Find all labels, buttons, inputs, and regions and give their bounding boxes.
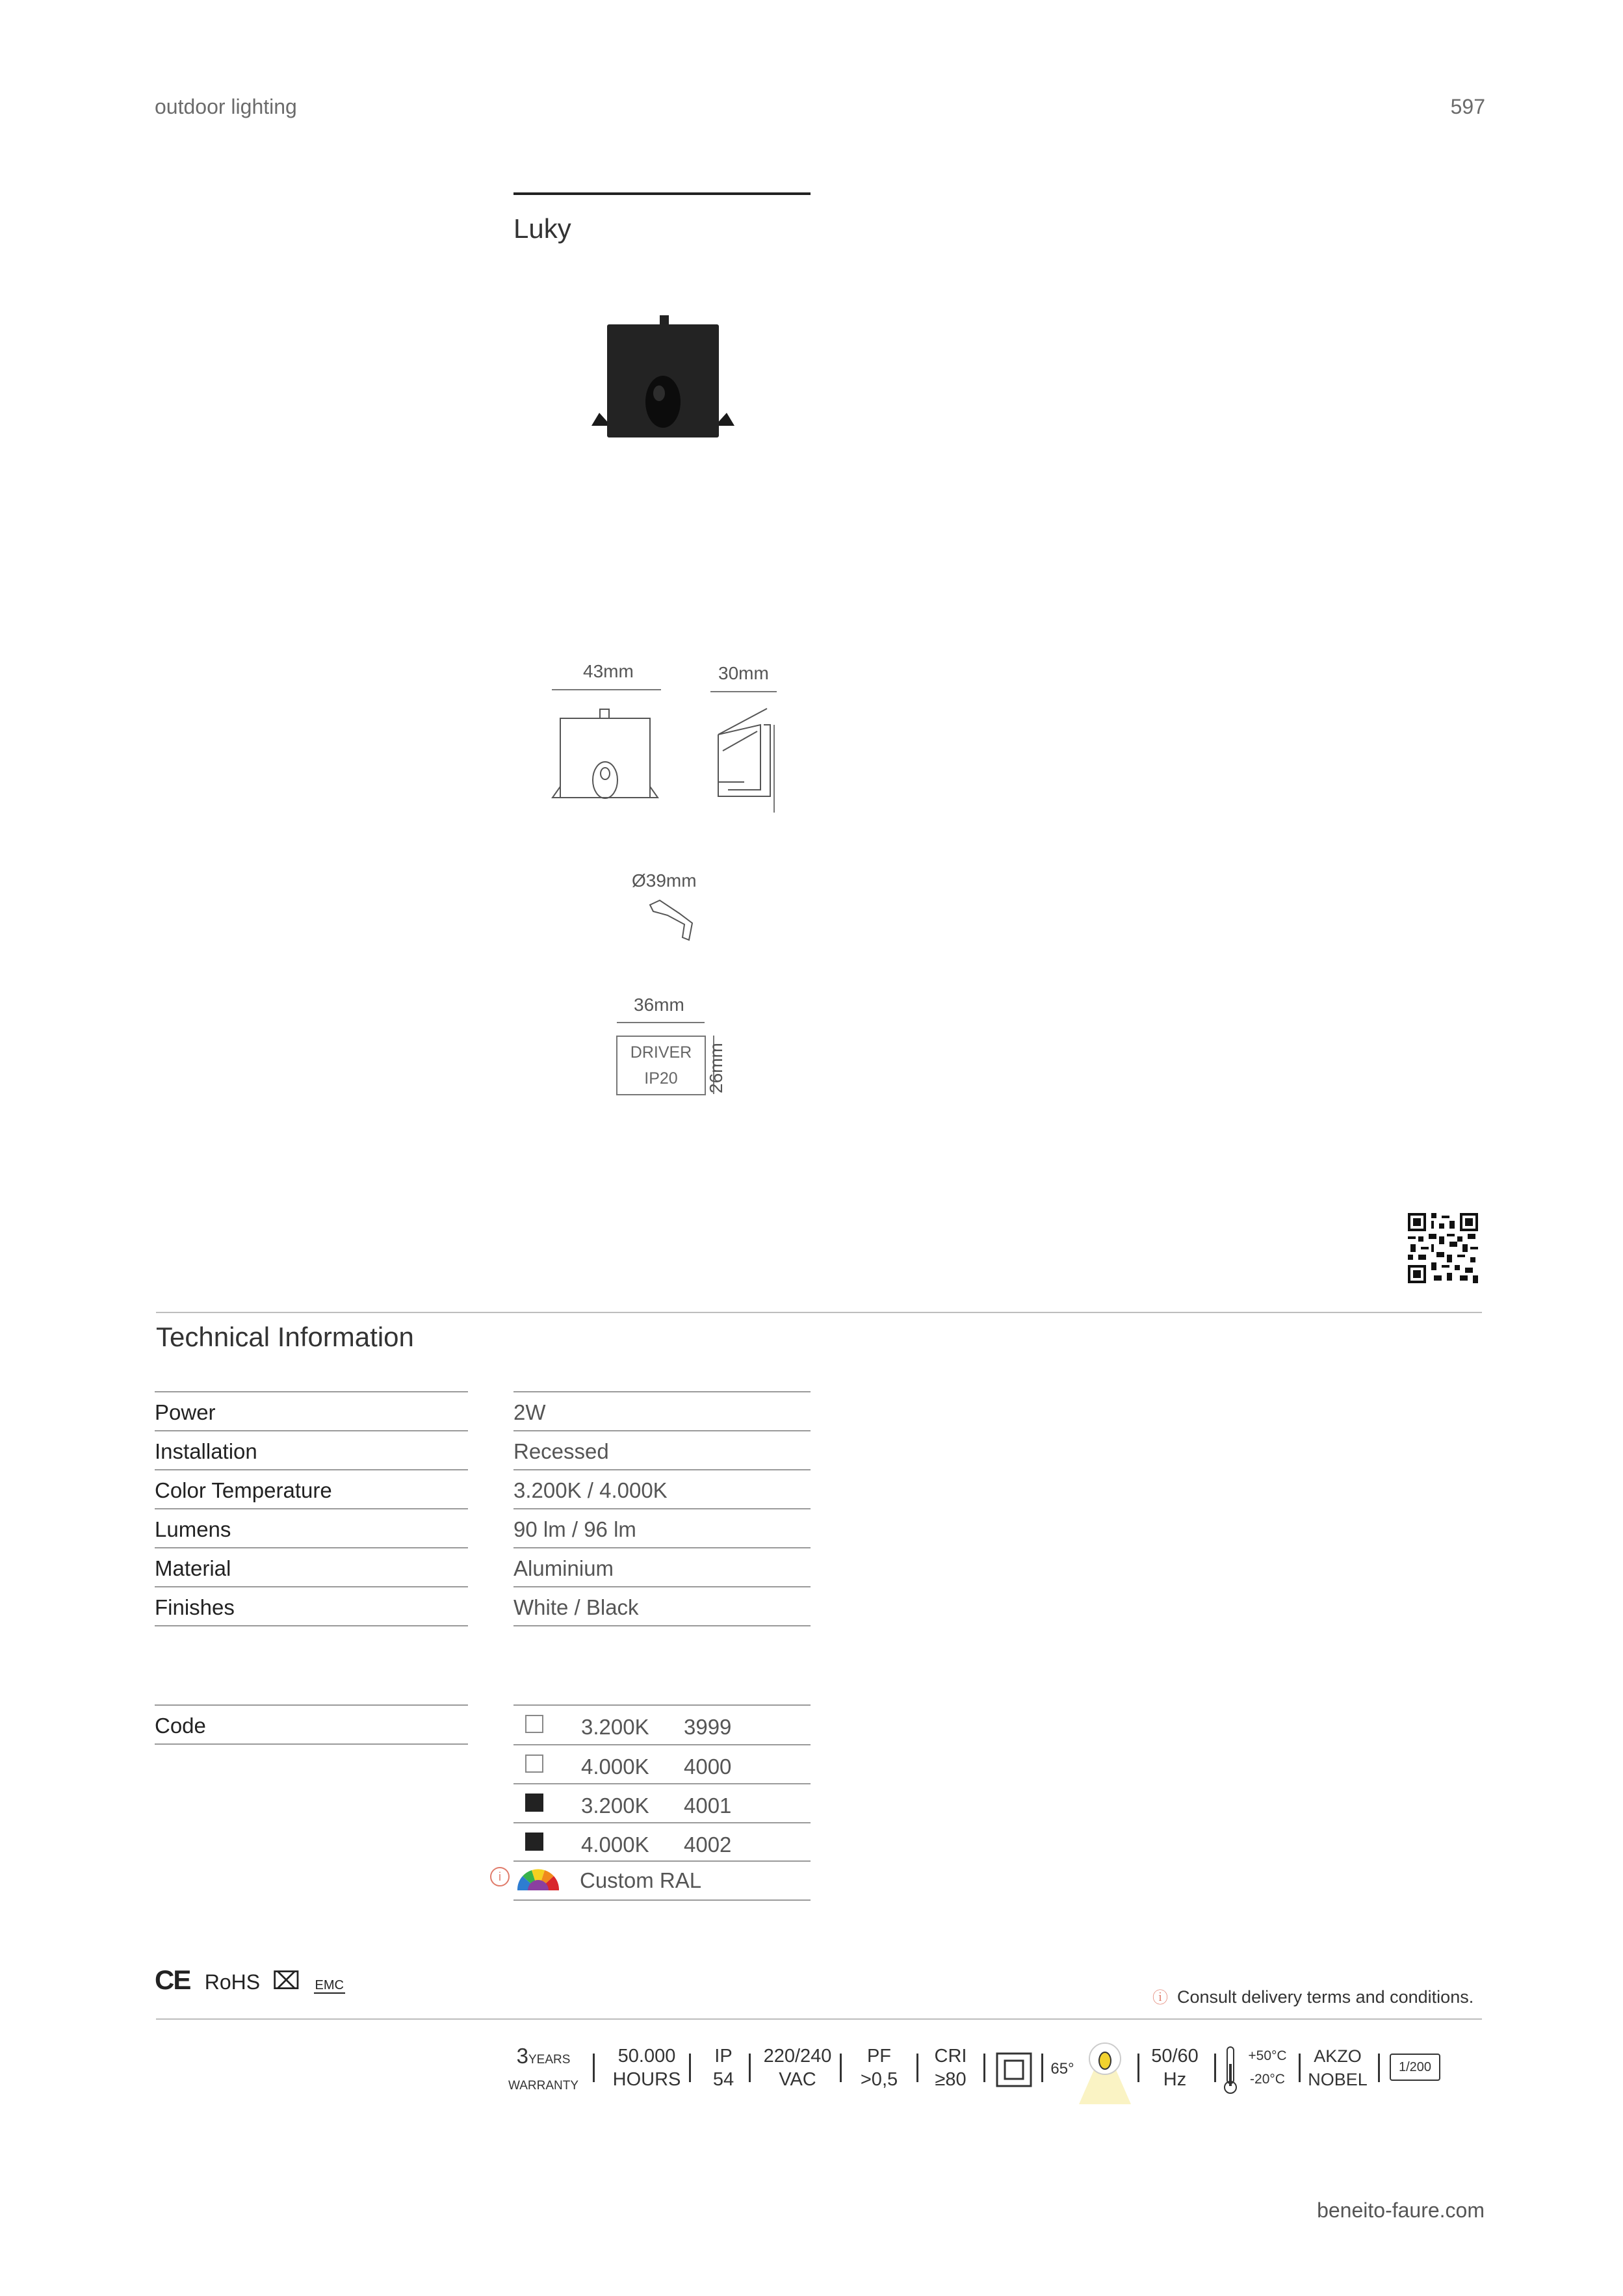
spec-label-finishes: Finishes [155, 1586, 468, 1626]
class-ii-icon [996, 2052, 1032, 2087]
spec-value-installation: Recessed [513, 1430, 811, 1470]
black-swatch [525, 1833, 543, 1851]
consult-note [1152, 1985, 1474, 2007]
driver-ip: IP20 [644, 1069, 678, 1088]
power-factor-badge: PF >0,5 [860, 2046, 898, 2090]
ip-badge: IP 54 [712, 2046, 734, 2090]
ral-palette-icon [515, 1864, 562, 1893]
frequency-badge: 50/60 Hz [1151, 2046, 1199, 2090]
code-row [513, 1704, 811, 1745]
black-swatch [525, 1794, 543, 1812]
section-label: outdoor lighting [155, 95, 297, 118]
certification-row [155, 1964, 345, 1996]
temperature-range: +50°C -20°C [1248, 2048, 1287, 2087]
spec-label-installation: Installation [155, 1430, 468, 1470]
spec-value-lumens: 90 lm / 96 lm [513, 1508, 811, 1548]
driver-height-dimension: 26mm [706, 1043, 726, 1093]
spec-label-material: Material [155, 1547, 468, 1587]
code-number: 4000 [684, 1755, 732, 1779]
lifetime-badge: 50.000 HOURS [612, 2046, 681, 2090]
depth-dimension: 30mm [718, 663, 769, 683]
spec-rule-end [155, 1625, 468, 1626]
driver-width-rule [617, 1022, 705, 1023]
spec-value-color-temperature: 3.200K / 4.000K [513, 1469, 811, 1509]
thermometer-icon [1222, 2046, 1239, 2095]
warranty-badge: 3YEARS WARRANTY [508, 2044, 579, 2093]
website-link[interactable]: beneito-faure.com [1317, 2198, 1485, 2222]
spec-label-lumens: Lumens [155, 1508, 468, 1548]
voltage-badge: 220/240 VAC [763, 2046, 832, 2090]
technical-title: Technical Information [156, 1322, 414, 1352]
width-rule [552, 689, 661, 690]
code-label-rule [155, 1743, 468, 1745]
white-swatch [525, 1715, 543, 1733]
code-label: Code [155, 1704, 468, 1745]
spec-rule-end [513, 1625, 811, 1626]
beam-angle-icon [1079, 2039, 1131, 2104]
footer-rule [156, 2018, 1482, 2020]
qr-code[interactable] [1408, 1213, 1478, 1283]
clip-drawing [647, 897, 699, 944]
code-temp: 4.000K [581, 1833, 649, 1857]
code-row [513, 1783, 811, 1823]
spec-value-finishes: White / Black [513, 1586, 811, 1626]
code-number: 4002 [684, 1833, 732, 1857]
code-temp: 3.200K [581, 1715, 649, 1739]
product-photo [591, 315, 734, 452]
paint-brand-badge: AKZO NOBEL [1308, 2046, 1368, 2089]
code-row [513, 1744, 811, 1784]
code-rule-end [513, 1899, 811, 1901]
white-swatch [525, 1755, 543, 1773]
spec-value-power: 2W [513, 1391, 811, 1431]
spec-label-color-temperature: Color Temperature [155, 1469, 468, 1509]
custom-ral-label: Custom RAL [580, 1868, 702, 1892]
front-drawing [549, 705, 660, 809]
driver-box [616, 1036, 706, 1095]
weee-bin-icon: ⌧ [272, 1968, 301, 1995]
side-drawing [708, 705, 780, 816]
title-rule [513, 192, 811, 195]
cri-badge: CRI ≥80 [934, 2046, 967, 2090]
spec-value-material: Aluminium [513, 1547, 811, 1587]
info-icon[interactable]: i [490, 1867, 510, 1886]
info-icon[interactable]: ⓘ [1152, 1989, 1168, 2007]
page-number: 597 [1450, 95, 1485, 118]
ce-mark-icon: CE [155, 1964, 190, 1995]
diameter-dimension: Ø39mm [632, 870, 697, 891]
width-dimension: 43mm [583, 661, 634, 681]
driver-width-dimension: 36mm [634, 995, 684, 1015]
driver-label: DRIVER [630, 1043, 692, 1062]
spec-strip [507, 2044, 1482, 2103]
code-temp: 3.200K [581, 1794, 649, 1818]
depth-rule [710, 691, 777, 692]
spec-label-power: Power [155, 1391, 468, 1431]
emc-mark-icon: EMC [315, 1978, 344, 1992]
product-title: Luky [513, 213, 571, 244]
beam-angle-value: 65° [1050, 2060, 1074, 2078]
section-rule [156, 1312, 1482, 1313]
code-row [513, 1822, 811, 1862]
code-temp: 4.000K [581, 1755, 649, 1779]
consult-text: Consult delivery terms and conditions. [1177, 1987, 1474, 2007]
code-number: 3999 [684, 1715, 732, 1739]
rohs-mark-icon: RoHS [204, 1970, 261, 1994]
code-number: 4001 [684, 1794, 732, 1818]
scale-badge: 1/200 [1390, 2054, 1440, 2081]
